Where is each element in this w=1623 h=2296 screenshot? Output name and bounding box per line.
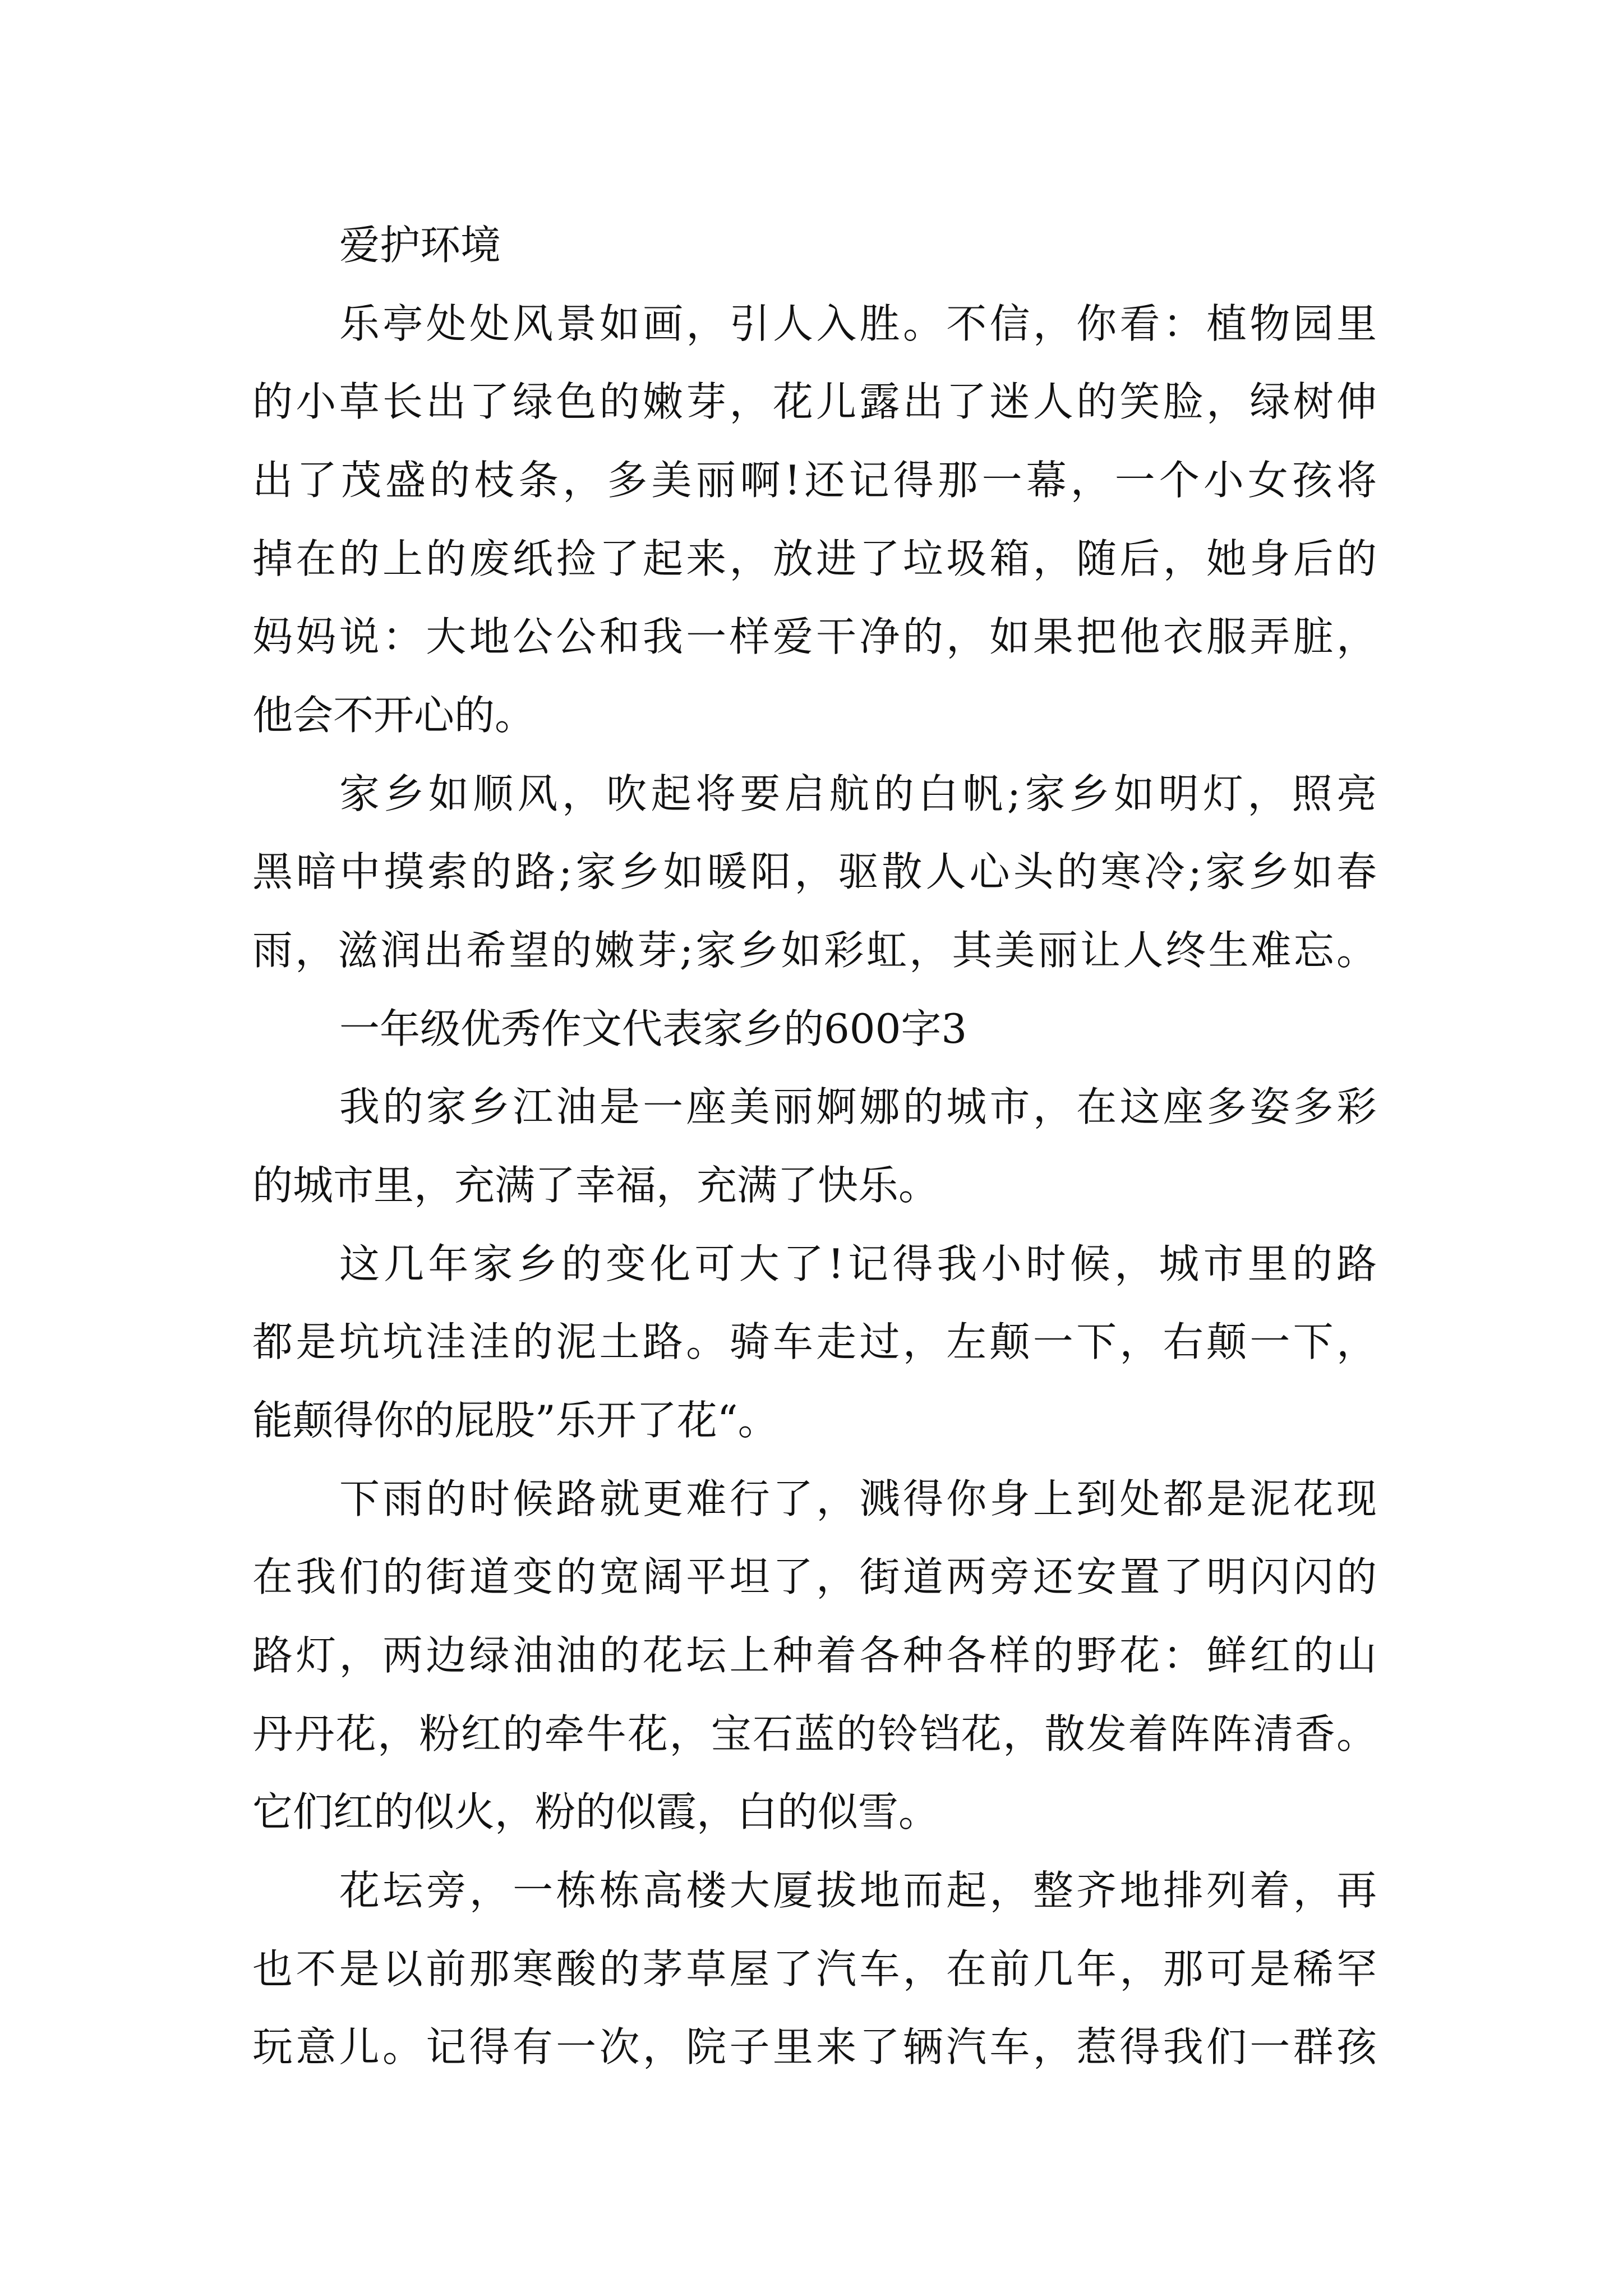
paragraph-line: 的城市里，充满了幸福，充满了快乐。 bbox=[252, 1162, 939, 1209]
paragraph-line: 他会不开心的。 bbox=[252, 692, 536, 739]
paragraph-line: 路灯，两边绿油油的花坛上种着各种各样的野花：鲜红的山 bbox=[252, 1632, 1377, 1679]
paragraph-line: 下雨的时候路就更难行了，溅得你身上到处都是泥花现 bbox=[339, 1475, 1377, 1522]
paragraph-line: 这几年家乡的变化可大了!记得我小时候，城市里的路 bbox=[339, 1240, 1377, 1287]
document-title: 爱护环境 bbox=[339, 222, 501, 269]
paragraph-line: 的小草长出了绿色的嫩芽，花儿露出了迷人的笑脸，绿树伸 bbox=[252, 378, 1377, 425]
paragraph-line: 都是坑坑洼洼的泥土路。骑车走过，左颠一下，右颠一下， bbox=[252, 1318, 1377, 1365]
section-heading: 一年级优秀作文代表家乡的600字3 bbox=[339, 1005, 967, 1052]
paragraph-line: 玩意儿。记得有一次，院子里来了辆汽车，惹得我们一群孩 bbox=[252, 2023, 1377, 2070]
paragraph-line: 能颠得你的屁股”乐开了花“。 bbox=[252, 1397, 778, 1444]
paragraph-line: 妈妈说：大地公公和我一样爱干净的，如果把他衣服弄脏， bbox=[252, 613, 1377, 660]
paragraph-line: 出了茂盛的枝条，多美丽啊!还记得那一幕，一个小女孩将 bbox=[252, 457, 1377, 504]
paragraph-line: 也不是以前那寒酸的茅草屋了汽车，在前几年，那可是稀罕 bbox=[252, 1945, 1377, 1993]
paragraph-line: 雨，滋润出希望的嫩芽;家乡如彩虹，其美丽让人终生难忘。 bbox=[252, 927, 1377, 974]
paragraph-line: 丹丹花，粉红的牵牛花，宝石蓝的铃铛花，散发着阵阵清香。 bbox=[252, 1710, 1377, 1757]
paragraph-line: 黑暗中摸索的路;家乡如暖阳，驱散人心头的寒冷;家乡如春 bbox=[252, 848, 1377, 895]
paragraph-line: 乐亭处处风景如画，引人入胜。不信，你看：植物园里 bbox=[339, 300, 1377, 347]
paragraph-line: 在我们的街道变的宽阔平坦了，街道两旁还安置了明闪闪的 bbox=[252, 1553, 1377, 1600]
paragraph-line: 它们红的似火，粉的似霞，白的似雪。 bbox=[252, 1788, 939, 1835]
paragraph-line: 掉在的上的废纸捡了起来，放进了垃圾箱，随后，她身后的 bbox=[252, 535, 1377, 582]
paragraph-line: 花坛旁，一栋栋高楼大厦拔地而起，整齐地排列着，再 bbox=[339, 1867, 1377, 1914]
paragraph-line: 家乡如顺风，吹起将要启航的白帆;家乡如明灯，照亮 bbox=[339, 770, 1377, 817]
paragraph-line: 我的家乡江油是一座美丽婀娜的城市，在这座多姿多彩 bbox=[339, 1083, 1377, 1130]
